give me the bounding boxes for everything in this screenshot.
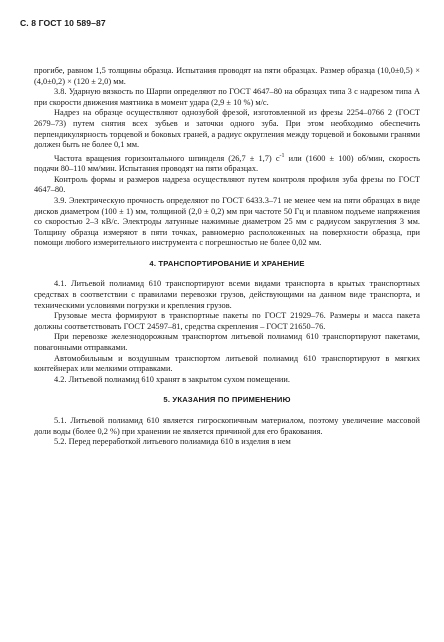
paragraph-auto-air: Автомобильным и воздушным транспортом литьевой полиамид 610 транспортируют в мягких контейнерах или мелкими отправками.	[34, 353, 420, 374]
paragraph-notch: Надрез на образце осуществляют однозубой фрезой, изготовленной из фрезы 2254–0766 2 (ГОСТ 2679–73) путем снятия всех зубьев и заточки одного зуба. При этом необходимо обеспечить перпендикулярность торцевой и боковых граней, а радиус округления между торцевой и боковыми гранями должен быть не более 0,1 мм.	[34, 108, 420, 150]
paragraph-3-9: 3.9. Электрическую прочность определяют по ГОСТ 6433.3–71 не менее чем на пяти образцах в виде дисков диаметром (100 ± 1) мм, толщиной (2,0 ± 0,2) мм при частоте 50 Гц и плавном подъеме напряжения со скоростью 2–3 кВ/с. Электроды латунные нажимные диаметром 25 мм с радиусом закругления 3 мм. Толщину образца измеряют в пяти точках, равномерно расположенных на поверхности образца, при помощи любого измерительного инструмента с погрешностью не более 0,02 мм.	[34, 195, 420, 248]
paragraph-sample-size: прогибе, равном 1,5 толщины образца. Испытания проводят на пяти образцах. Размер образца (10,0±0,5) × (4,0±0,2) × (120 ± 2,0) мм.	[34, 66, 420, 86]
spindle-speed-text: Частота вращения горизонтального шпинделя (26,7 ± 1,7) с	[54, 153, 280, 163]
paragraph-notch-control: Контроль формы и размеров надреза осуществляют путем контроля профиля зуба фрезы по ГОСТ 4647–80.	[34, 174, 420, 195]
paragraph-spindle-speed	[34, 151, 420, 175]
document-body	[34, 66, 420, 448]
paragraph-rail: При перевозке железнодорожным транспортом литьевой полиамид 610 транспортируют пакетами, повагонными отправками.	[34, 332, 420, 353]
section-5-heading: 5. УКАЗАНИЯ ПО ПРИМЕНЕНИЮ	[163, 395, 291, 405]
spindle-speed-exponent: -1	[279, 152, 285, 159]
page-header: С. 8 ГОСТ 10 589–87	[20, 18, 106, 28]
paragraph-4-1: 4.1. Литьевой полиамид 610 транспортируют всеми видами транспорта в крытых транспортных средствах в соответствии с правилами перевозки грузов, действующими на данном виде транспорта, и техническими условиями погрузки и крепления грузов.	[34, 279, 420, 310]
spindle-speed-text-cont: или (1600 ± 100) об/мин, скорость подачи 80–110 мм/мин. Испытания проводят на пяти образцах.	[34, 153, 420, 174]
paragraph-5-2: 5.2. Перед переработкой литьевого полиамида 610 в изделия в нем	[54, 437, 291, 447]
section-4-heading: 4. ТРАНСПОРТИРОВАНИЕ И ХРАНЕНИЕ	[149, 258, 305, 268]
paragraph-4-2: 4.2. Литьевой полиамид 610 хранят в закрытом сухом помещении.	[54, 374, 290, 384]
paragraph-3-8: 3.8. Ударную вязкость по Шарпи определяют по ГОСТ 4647–80 на образцах типа 3 с надрезом типа А при скорости движения маятника в момент удара (2,9 ± 10 %) м/с.	[34, 87, 420, 107]
paragraph-cargo: Грузовые места формируют в транспортные пакеты по ГОСТ 21929–76. Размеры и масса пакета должны соответствовать ГОСТ 24597–81, средства скрепления – ГОСТ 21650–76.	[34, 311, 420, 331]
paragraph-5-1: 5.1. Литьевой полиамид 610 является гигроскопичным материалом, поэтому увеличение массовой доли воды (более 0,2 %) при хранении не является причиной для его бракования.	[34, 416, 420, 436]
